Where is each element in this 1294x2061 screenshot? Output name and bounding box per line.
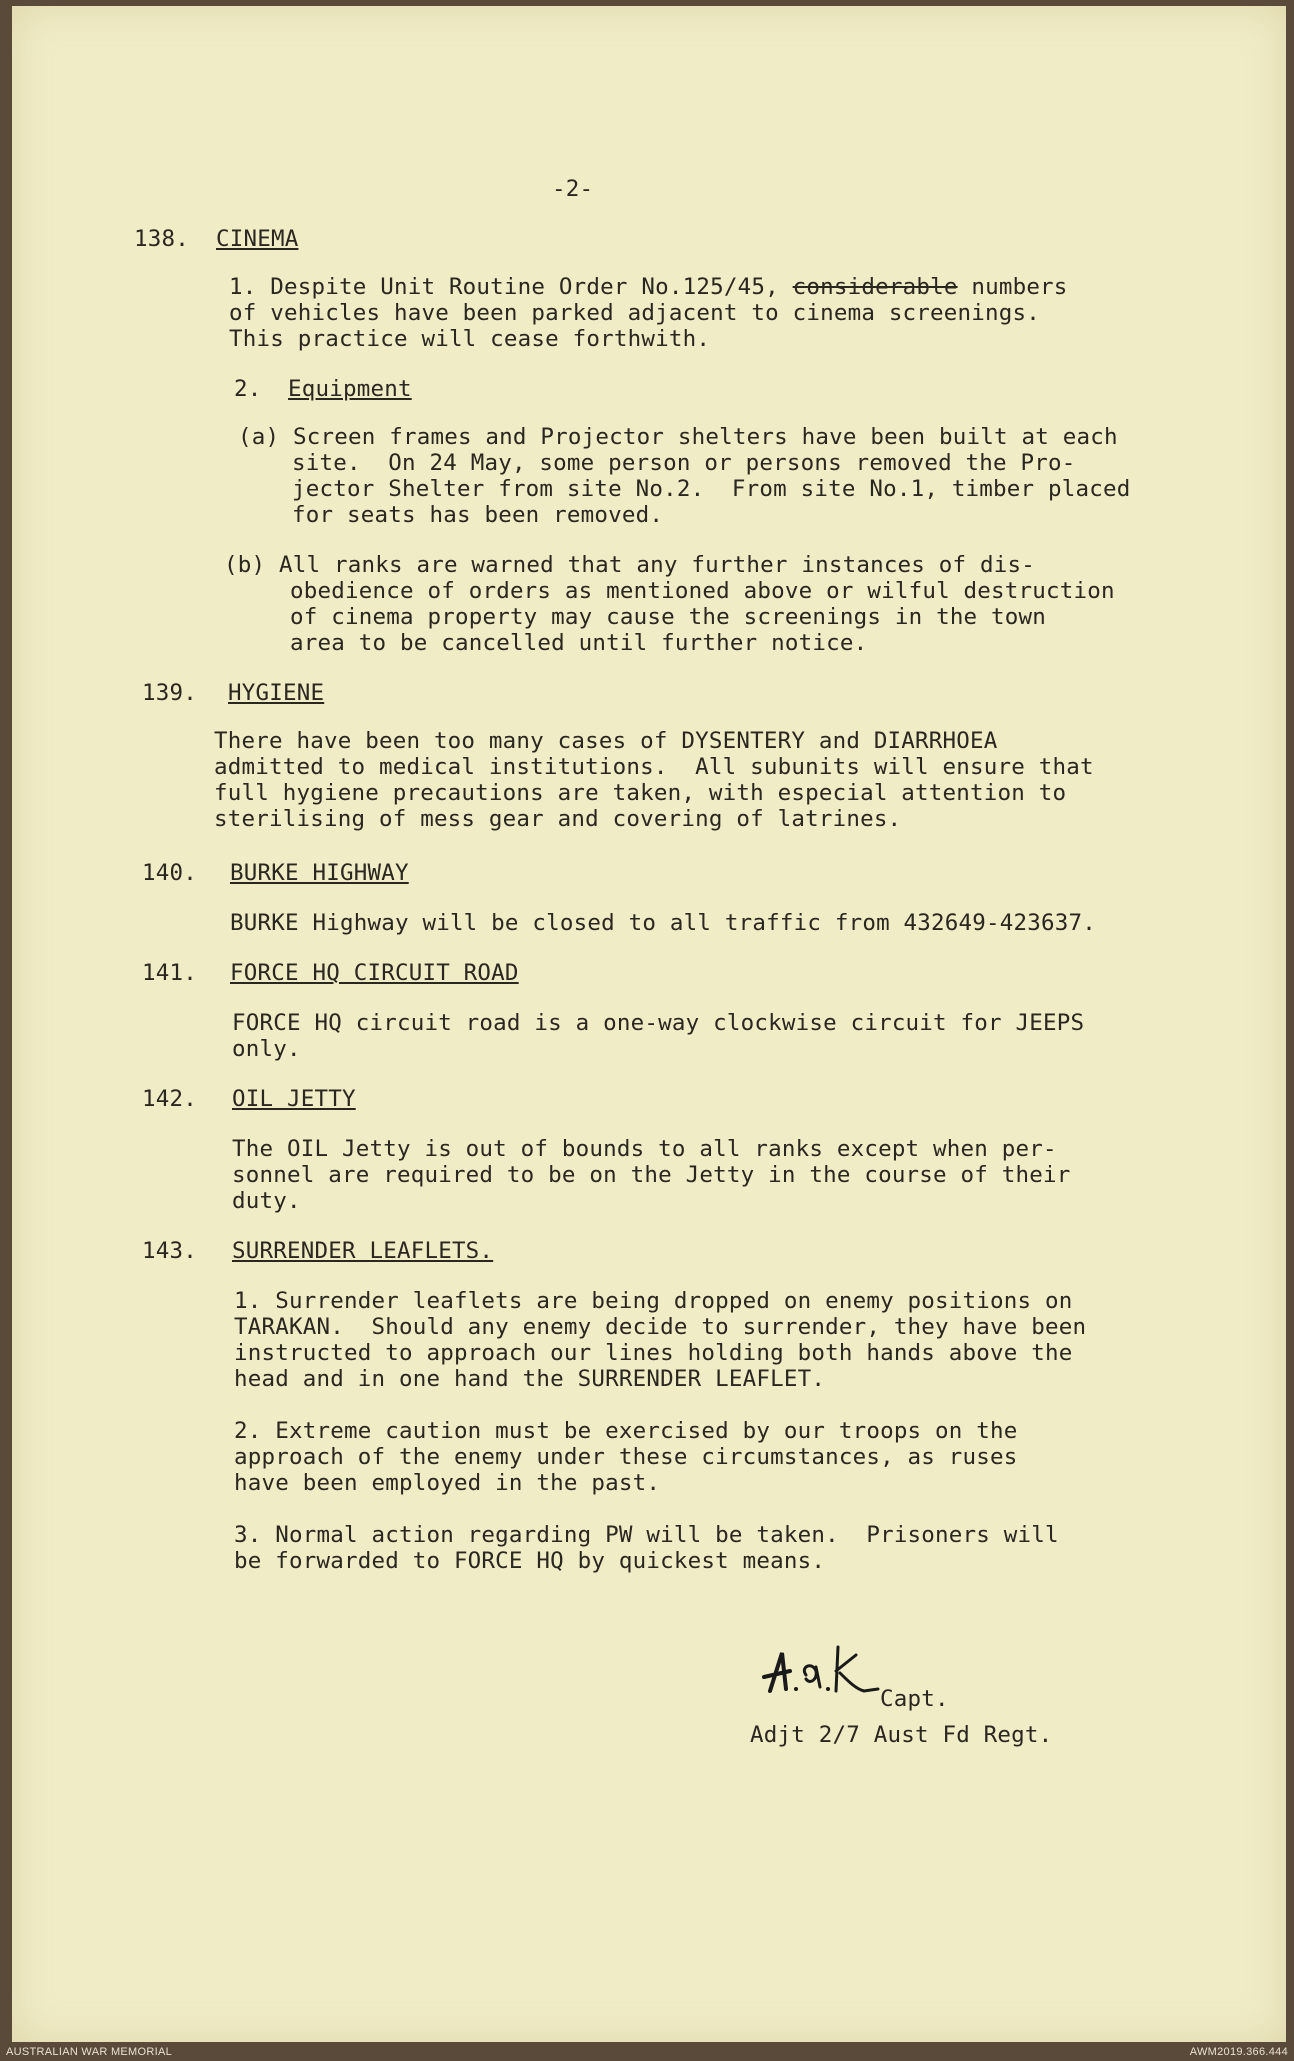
section-142-line-3: duty. bbox=[232, 1188, 301, 1214]
section-139-title: HYGIENE bbox=[228, 680, 325, 706]
section-141-line-2: only. bbox=[232, 1036, 301, 1062]
section-140-title: BURKE HIGHWAY bbox=[230, 860, 409, 886]
section-139-line-3: full hygiene precautions are taken, with especial attention to bbox=[214, 780, 1067, 806]
section-138-number: 138. bbox=[134, 226, 189, 252]
section-140-line-1: BURKE Highway will be closed to all traffic from 432649-423637. bbox=[230, 910, 1097, 936]
section-140-number: 140. bbox=[142, 860, 197, 886]
section-143-p1-line-1: 1. Surrender leaflets are being dropped on enemy positions on bbox=[234, 1288, 1073, 1314]
section-138-a-line-1: (a) Screen frames and Projector shelters have been built at each bbox=[238, 424, 1118, 450]
section-138-p1-line-3: This practice will cease forthwith. bbox=[229, 326, 711, 352]
document-page bbox=[12, 6, 1286, 2042]
section-138-a-line-3: jector Shelter from site No.2. From site No.1, timber placed bbox=[292, 476, 1131, 502]
section-138-sub-title: Equipment bbox=[288, 376, 412, 402]
signature-rank: Capt. bbox=[880, 1686, 949, 1712]
document-body bbox=[12, 6, 1286, 2042]
section-138-b-line-4: area to be cancelled until further notice. bbox=[290, 630, 868, 656]
section-142-title: OIL JETTY bbox=[232, 1086, 356, 1112]
section-143-p3-line-2: be forwarded to FORCE HQ by quickest means. bbox=[234, 1548, 826, 1574]
section-138-b-line-1: (b) All ranks are warned that any further instances of dis- bbox=[224, 552, 1036, 578]
section-143-p1-line-4: head and in one hand the SURRENDER LEAFLET. bbox=[234, 1366, 826, 1392]
section-142-line-2: sonnel are required to be on the Jetty in the course of their bbox=[232, 1162, 1071, 1188]
section-141-title: FORCE HQ CIRCUIT ROAD bbox=[230, 960, 519, 986]
section-143-p2-line-2: approach of the enemy under these circumstances, as ruses bbox=[234, 1444, 1018, 1470]
struck-word: considerable bbox=[792, 274, 958, 300]
section-142-number: 142. bbox=[142, 1086, 197, 1112]
section-141-number: 141. bbox=[142, 960, 197, 986]
signature-appointment: Adjt 2/7 Aust Fd Regt. bbox=[750, 1722, 1053, 1748]
section-142-line-1: The OIL Jetty is out of bounds to all ranks except when per- bbox=[232, 1136, 1057, 1162]
section-139-line-2: admitted to medical institutions. All subunits will ensure that bbox=[214, 754, 1094, 780]
section-138-b-line-2: obedience of orders as mentioned above or wilful destruction bbox=[290, 578, 1115, 604]
section-143-p1-line-3: instructed to approach our lines holding both hands above the bbox=[234, 1340, 1073, 1366]
section-139-number: 139. bbox=[142, 680, 197, 706]
section-143-number: 143. bbox=[142, 1238, 197, 1264]
section-138-title: CINEMA bbox=[216, 226, 299, 252]
section-143-p2-line-1: 2. Extreme caution must be exercised by our troops on the bbox=[234, 1418, 1018, 1444]
section-138-a-line-2: site. On 24 May, some person or persons removed the Pro- bbox=[292, 450, 1076, 476]
section-138-sub-number: 2. bbox=[234, 376, 262, 402]
section-138-a-line-4: for seats has been removed. bbox=[292, 502, 664, 528]
section-138-p1-line-2: of vehicles have been parked adjacent to cinema screenings. bbox=[229, 300, 1041, 326]
handwritten-signature bbox=[760, 1631, 880, 1701]
section-143-title: SURRENDER LEAFLETS. bbox=[232, 1238, 494, 1264]
footer-accession-number: AWM2019.366.444 bbox=[1189, 2046, 1288, 2058]
section-143-p3-line-1: 3. Normal action regarding PW will be taken. Prisoners will bbox=[234, 1522, 1059, 1548]
section-143-p2-line-3: have been employed in the past. bbox=[234, 1470, 661, 1496]
footer-institution: AUSTRALIAN WAR MEMORIAL bbox=[6, 2046, 173, 2058]
section-139-line-4: sterilising of mess gear and covering of latrines. bbox=[214, 806, 902, 832]
section-138-b-line-3: of cinema property may cause the screenings in the town bbox=[290, 604, 1047, 630]
page-number: -2- bbox=[552, 176, 594, 202]
section-143-p1-line-2: TARAKAN. Should any enemy decide to surrender, they have been bbox=[234, 1314, 1087, 1340]
section-141-line-1: FORCE HQ circuit road is a one-way clockwise circuit for JEEPS bbox=[232, 1010, 1085, 1036]
section-139-line-1: There have been too many cases of DYSENTERY and DIARRHOEA bbox=[214, 728, 998, 754]
section-138-p1-line-1: 1. Despite Unit Routine Order No.125/45, considerable numbers bbox=[229, 274, 1068, 300]
